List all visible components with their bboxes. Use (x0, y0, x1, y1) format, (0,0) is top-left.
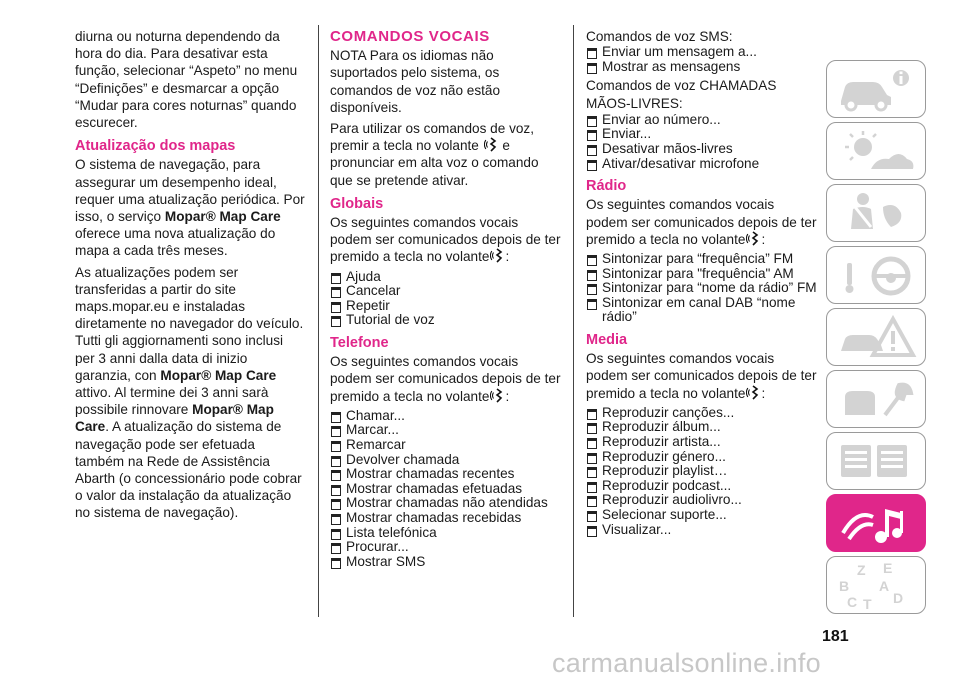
command-text: Mostrar SMS (346, 553, 426, 569)
bullet-icon (587, 511, 597, 522)
telefone-intro: Os seguintes comandos vocais podem ser comunicados depois de ter premido a tecla no volante : (330, 354, 561, 404)
command-list-item (586, 464, 818, 479)
command-text: Ativar/desativar microfone (602, 155, 760, 171)
command-list-item (586, 127, 818, 142)
command-text: Mostrar as mensagens (602, 58, 741, 74)
index-letter: Z (857, 562, 866, 578)
command-text: Ajuda (346, 268, 381, 284)
command-list-item (586, 406, 818, 421)
paragraph-map-update: O sistema de navegação, para assegurar um desempenho ideal, requer uma atualização periódica. Por isso, o serviço Mopar® Map Care oferece uma nova atualização do mapa a cada três meses. (75, 157, 305, 259)
tab-technical-data[interactable] (826, 432, 926, 490)
command-list-item (586, 252, 818, 267)
hands-free-command-list (586, 113, 818, 171)
command-text: Reproduzir género... (602, 448, 726, 464)
bullet-icon (587, 48, 597, 59)
tab-multimedia[interactable] (826, 494, 926, 552)
command-list-item (330, 409, 562, 424)
tab-lights[interactable] (826, 122, 926, 180)
index-letter: E (883, 560, 893, 576)
index-letter: B (839, 578, 850, 594)
voice-command-icon (490, 248, 504, 264)
bullet-icon (331, 273, 341, 284)
bullet-icon (587, 453, 597, 464)
command-text: Tutorial de voz (346, 312, 435, 328)
bullet-icon (587, 63, 597, 74)
command-text: Remarcar (346, 437, 406, 453)
bullet-icon (331, 485, 341, 496)
command-text: Sintonizar em canal DAB “nome rádio” (602, 294, 796, 325)
section-heading-voice-commands: COMANDOS VOCAIS (330, 28, 490, 45)
bullet-icon (331, 287, 341, 298)
sms-command-list (586, 45, 818, 74)
command-list-item (330, 482, 562, 497)
command-list-item (586, 508, 818, 523)
command-list-item (586, 493, 818, 508)
command-list-item (330, 526, 562, 541)
bullet-icon (587, 299, 597, 310)
bullet-icon (587, 145, 597, 156)
command-text: Sintonizar para "frequência" AM (602, 265, 794, 281)
car-info-icon (827, 61, 927, 119)
command-list-item (330, 540, 562, 555)
command-list-item (586, 450, 818, 465)
text-column-2 (330, 28, 562, 572)
seatbelt-airbag-icon (827, 185, 927, 243)
steering-wheel-icon (827, 247, 927, 305)
bullet-icon (587, 409, 597, 420)
command-list-item (330, 496, 562, 511)
bullet-icon (587, 255, 597, 266)
bullet-icon (331, 441, 341, 452)
note-paragraph: NOTA Para os idiomas não suportados pelo sistema, os comandos de voz não estão disponíveis. (330, 48, 501, 115)
index-letter: A (879, 578, 890, 594)
section-heading-map-update: Atualização dos mapas (75, 138, 236, 155)
page-number: 181 (822, 628, 849, 645)
command-text: Reproduzir álbum... (602, 419, 721, 435)
command-text: Cancelar (346, 283, 401, 299)
telefone-command-list (330, 409, 562, 570)
voice-command-icon (746, 231, 760, 247)
bullet-icon (331, 558, 341, 569)
command-text: Repetir (346, 297, 390, 313)
globais-intro: Os seguintes comandos vocais podem ser comunicados depois de ter premido a tecla no volante : (330, 215, 561, 265)
bullet-icon (331, 412, 341, 423)
radio-command-list (586, 252, 818, 325)
command-text: Lista telefónica (346, 524, 437, 540)
bullet-icon (331, 543, 341, 554)
bullet-icon (587, 130, 597, 141)
command-list-item (330, 453, 562, 468)
command-list-item (330, 270, 562, 285)
command-list-item (330, 511, 562, 526)
globais-command-list (330, 270, 562, 328)
text-column-1 (75, 28, 305, 526)
bullet-icon (331, 470, 341, 481)
tab-car-info[interactable] (826, 60, 926, 118)
section-heading-radio: Rádio (586, 178, 627, 195)
command-text: Mostrar chamadas efetuadas (346, 480, 523, 496)
command-text: Reproduzir playlist… (602, 463, 728, 479)
media-command-list (586, 406, 818, 537)
bullet-icon (331, 316, 341, 327)
hands-free-label: Comandos de voz CHAMADAS MÃOS-LIVRES: (586, 78, 777, 111)
command-list-item (330, 284, 562, 299)
bullet-icon (587, 160, 597, 171)
command-text: Enviar... (602, 126, 652, 142)
voice-command-icon (490, 388, 504, 404)
bullet-icon (587, 423, 597, 434)
section-heading-telefone: Telefone (330, 335, 389, 352)
command-list-item (330, 299, 562, 314)
bullet-icon (587, 482, 597, 493)
command-text: Reproduzir canções... (602, 404, 735, 420)
bullet-icon (331, 514, 341, 525)
bullet-icon (331, 529, 341, 540)
command-list-item (586, 157, 818, 172)
command-list-item (586, 479, 818, 494)
command-text: Enviar ao número... (602, 111, 721, 127)
tab-alphabetical-index[interactable] (826, 556, 926, 614)
bullet-icon (587, 438, 597, 449)
command-text: Mostrar chamadas recentes (346, 466, 515, 482)
voice-command-icon (746, 385, 760, 401)
command-text: Sintonizar para “frequência” FM (602, 250, 794, 266)
command-text: Enviar um mensagem a... (602, 44, 757, 60)
warning-triangle-icon (827, 309, 927, 367)
command-list-item (330, 313, 562, 328)
command-text: Visualizar... (602, 521, 672, 537)
command-text: Marcar... (346, 422, 399, 438)
command-text: Reproduzir artista... (602, 433, 721, 449)
command-list-item (586, 435, 818, 450)
command-list-item (586, 60, 818, 75)
command-text: Sintonizar para “nome da rádio” FM (602, 280, 817, 296)
voice-command-icon (484, 137, 498, 153)
section-heading-globais: Globais (330, 195, 384, 212)
lights-icon (827, 123, 927, 181)
command-list-item (330, 438, 562, 453)
bullet-icon (331, 499, 341, 510)
intro-paragraph: diurna ou noturna dependendo da hora do dia. Para desativar esta função, selecionar “Aspeto” no menu “Definições” e desmarcar a opção “Mudar para cores noturnas” quando escurecer. (75, 29, 298, 131)
column-divider (573, 25, 574, 617)
command-text: Reproduzir audiolivro... (602, 492, 742, 508)
multimedia-icon (827, 495, 927, 553)
command-list-item (586, 45, 818, 60)
section-heading-media: Media (586, 331, 628, 348)
index-letter: T (863, 596, 872, 612)
command-text: Mostrar chamadas não atendidas (346, 495, 548, 511)
column-divider (318, 25, 319, 617)
bullet-icon (331, 302, 341, 313)
alphabetical-index-icon (827, 557, 927, 615)
command-text: Devolver chamada (346, 451, 460, 467)
radio-intro: Os seguintes comandos vocais podem ser comunicados depois de ter premido a tecla no volante : (586, 197, 817, 247)
wrench-icon (827, 371, 927, 429)
paragraph-map-download: As atualizações podem ser transferidas a partir do site maps.mopar.eu e instaladas diretamente no navegador do veículo. Tutti gli aggiornamenti sono inclusi per 3 anni dalla data di inizio garanzia, con Mopar® Map Care attivo. Al termine dei 3 anni sarà possibile rinnovare Mopar® Map Care. A atualização do sistema de navegação pode ser efetuada também na Rede de Assistência Abarth (o concessionário pode cobrar o valor da instalação da atualização no sistema de navegação). (75, 264, 304, 521)
command-text: Mostrar chamadas recebidas (346, 509, 522, 525)
bullet-icon (587, 526, 597, 537)
bullet-icon (587, 270, 597, 281)
bullet-icon (587, 116, 597, 127)
command-list-item (586, 113, 818, 128)
data-sheet-icon (827, 433, 927, 491)
tab-safety[interactable] (826, 184, 926, 242)
command-list-item (586, 267, 818, 282)
instruction-paragraph: Para utilizar os comandos de voz, premir a tecla no volante e pronunciar em alta voz o comando que se pretende ativar. (330, 121, 539, 188)
command-list-item (330, 467, 562, 482)
command-list-item (586, 142, 818, 157)
text-column-3 (586, 28, 818, 540)
command-list-item (330, 555, 562, 570)
tab-maintenance[interactable] (826, 370, 926, 428)
bullet-icon (587, 467, 597, 478)
command-list-item (586, 296, 818, 325)
command-list-item (586, 523, 818, 538)
bullet-icon (331, 456, 341, 467)
command-list-item (330, 423, 562, 438)
command-text: Reproduzir podcast... (602, 477, 732, 493)
tab-emergency[interactable] (826, 308, 926, 366)
index-letter: D (893, 590, 904, 606)
watermark: carmanualsonline.info (552, 648, 821, 678)
media-intro: Os seguintes comandos vocais podem ser comunicados depois de ter premido a tecla no volante : (586, 351, 817, 401)
command-text: Desativar mãos-livres (602, 140, 733, 156)
command-list-item (586, 281, 818, 296)
sms-label: Comandos de voz SMS: (586, 29, 733, 44)
bullet-icon (587, 284, 597, 295)
command-text: Selecionar suporte... (602, 506, 727, 522)
bullet-icon (331, 426, 341, 437)
bullet-icon (587, 496, 597, 507)
command-text: Chamar... (346, 407, 405, 423)
command-list-item (586, 420, 818, 435)
tab-starting[interactable] (826, 246, 926, 304)
command-text: Procurar... (346, 539, 409, 555)
index-letter: C (847, 594, 858, 610)
